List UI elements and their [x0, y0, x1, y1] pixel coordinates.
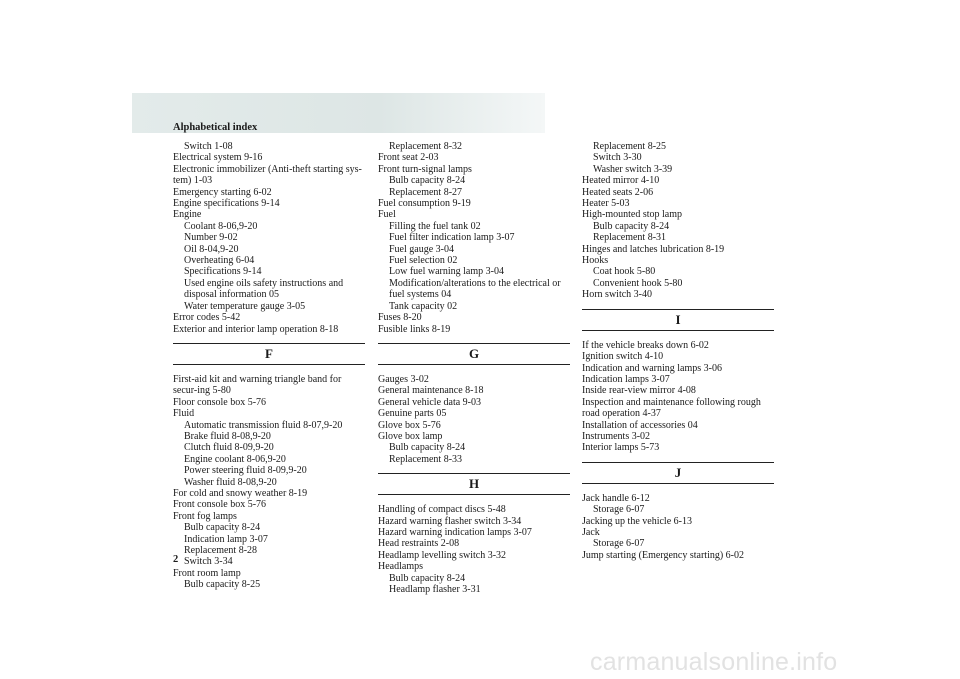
index-entry: Front room lamp: [173, 567, 241, 579]
index-subentry: Convenient hook 5-80: [593, 277, 683, 289]
index-subentry: Washer fluid 8-08,9-20: [184, 476, 277, 488]
index-entry: Electronic immobilizer (Anti-theft starting sys-tem) 1-03: [173, 163, 362, 187]
index-subentry: Bulb capacity 8-24: [593, 220, 670, 232]
index-entry: Ignition switch 4-10: [582, 351, 664, 363]
index-subentry: Storage 6-07: [593, 538, 645, 550]
index-subentry: Headlamp flasher 3-31: [389, 584, 481, 595]
index-entry: Electrical system 9-16: [173, 152, 263, 164]
section-letter: J: [582, 462, 774, 484]
index-entry: Glove box lamp: [378, 430, 443, 442]
index-column-1: [173, 141, 365, 591]
page-title: Alphabetical index: [173, 122, 258, 133]
index-subentry: Fuel gauge 3-04: [389, 243, 454, 255]
index-subentry: Engine coolant 8-06,9-20: [184, 453, 286, 465]
index-column-2: [378, 141, 570, 595]
index-subentry: Coat hook 5-80: [593, 266, 656, 278]
index-entry: Fluid: [173, 408, 195, 420]
index-subentry: Number 9-02: [184, 232, 238, 244]
index-subentry: Switch 1-08: [184, 141, 233, 152]
index-subentry: Replacement 8-28: [184, 545, 258, 556]
index-entry: Gauges 3-02: [378, 373, 429, 385]
index-subentry: Brake fluid 8-08,9-20: [184, 430, 271, 442]
index-entry: Heated mirror 4-10: [582, 175, 660, 187]
index-entry: First-aid kit and warning triangle band for secur-ing 5-80: [173, 373, 342, 397]
index-entry: Hazard warning indication lamps 3-07: [378, 526, 532, 538]
index-entry: Engine: [173, 209, 202, 221]
index-subentry: Fuel filter indication lamp 3-07: [389, 232, 515, 244]
index-entry: Indication and warning lamps 3-06: [582, 362, 722, 374]
index-entry: Jack handle 6-12: [582, 492, 650, 504]
index-subentry: Switch 3-30: [593, 152, 642, 164]
section-letter: G: [378, 343, 570, 365]
index-subentry: Bulb capacity 8-24: [389, 572, 466, 584]
index-entry: Exterior and interior lamp operation 8-18: [173, 323, 339, 335]
page-number: 2: [173, 554, 179, 565]
index-subentry: Bulb capacity 8-24: [389, 175, 466, 187]
section-letter: F: [173, 343, 365, 365]
index-subentry: Replacement 8-33: [389, 453, 463, 465]
index-subentry: Coolant 8-06,9-20: [184, 220, 258, 232]
index-entry: Fuses 8-20: [378, 312, 422, 324]
index-subentry: Tank capacity 02: [389, 300, 458, 312]
index-subentry: Specifications 9-14: [184, 266, 262, 278]
index-subentry: Switch 3-34: [184, 556, 233, 568]
index-entry: Front fog lamps: [173, 510, 237, 522]
index-entry: Jacking up the vehicle 6-13: [582, 515, 692, 527]
index-entry: Heater 5-03: [582, 198, 630, 210]
index-entry: High-mounted stop lamp: [582, 209, 682, 221]
index-entry: Front turn-signal lamps: [378, 163, 472, 175]
index-subentry: Fuel selection 02: [389, 255, 458, 267]
index-subentry: Low fuel warning lamp 3-04: [389, 266, 504, 278]
index-entry: Hinges and latches lubrication 8-19: [582, 243, 725, 255]
index-subentry: Replacement 8-25: [593, 141, 667, 152]
index-subentry: Bulb capacity 8-24: [184, 522, 261, 534]
index-subentry: Power steering fluid 8-09,9-20: [184, 465, 307, 477]
index-subentry: Used engine oils safety instructions and disposal information 05: [184, 277, 344, 301]
index-entry: Inspection and maintenance following rough road operation 4-37: [582, 396, 761, 420]
index-subentry: Clutch fluid 8-09,9-20: [184, 442, 274, 454]
index-entry: Glove box 5-76: [378, 419, 441, 431]
watermark: carmanualsonline.info: [590, 648, 838, 676]
index-entry: Engine specifications 9-14: [173, 198, 280, 210]
index-entry: Headlamps: [378, 561, 423, 573]
index-entry: Installation of accessories 04: [582, 419, 698, 431]
index-entry: Hooks: [582, 255, 609, 267]
index-column-3: [582, 141, 774, 561]
index-entry: If the vehicle breaks down 6-02: [582, 339, 709, 351]
index-entry: Jump starting (Emergency starting) 6-02: [582, 549, 745, 561]
index-entry: Error codes 5-42: [173, 312, 241, 324]
index-subentry: Oil 8-04,9-20: [184, 243, 239, 255]
index-entry: Headlamp levelling switch 3-32: [378, 549, 507, 561]
index-entry: Indication lamps 3-07: [582, 373, 670, 385]
index-subentry: Modification/alterations to the electrical or fuel systems 04: [389, 277, 561, 301]
index-entry: Head restraints 2-08: [378, 538, 460, 550]
index-subentry: Replacement 8-27: [389, 186, 463, 198]
index-entry: Hazard warning flasher switch 3-34: [378, 515, 522, 527]
index-subentry: Indication lamp 3-07: [184, 533, 268, 545]
index-subentry: Water temperature gauge 3-05: [184, 300, 306, 312]
section-letter: I: [582, 309, 774, 331]
index-entry: Jack: [582, 526, 600, 538]
section-letter: H: [378, 473, 570, 495]
index-subentry: Replacement 8-31: [593, 232, 667, 244]
index-subentry: Replacement 8-32: [389, 141, 463, 152]
index-entry: For cold and snowy weather 8-19: [173, 487, 308, 499]
index-subentry: Bulb capacity 8-25: [184, 579, 261, 591]
index-subentry: Washer switch 3-39: [593, 163, 673, 175]
index-entry: Horn switch 3-40: [582, 289, 652, 301]
index-entry: Front seat 2-03: [378, 152, 439, 164]
index-subentry: Overheating 6-04: [184, 255, 255, 267]
index-entry: Instruments 3-02: [582, 430, 651, 442]
index-entry: Emergency starting 6-02: [173, 186, 272, 198]
index-subentry: Filling the fuel tank 02: [389, 220, 481, 232]
index-entry: Fusible links 8-19: [378, 323, 451, 335]
index-entry: Fuel consumption 9-19: [378, 198, 471, 210]
index-entry: Interior lamps 5-73: [582, 442, 660, 454]
index-entry: Handling of compact discs 5-48: [378, 504, 506, 516]
index-subentry: Storage 6-07: [593, 504, 645, 516]
index-entry: Floor console box 5-76: [173, 396, 267, 408]
index-entry: Front console box 5-76: [173, 499, 267, 511]
index-entry: Fuel: [378, 209, 396, 221]
index-entry: Genuine parts 05: [378, 408, 447, 420]
index-entry: General vehicle data 9-03: [378, 396, 482, 408]
index-subentry: Automatic transmission fluid 8-07,9-20: [184, 419, 343, 431]
index-entry: Inside rear-view mirror 4-08: [582, 385, 696, 397]
index-subentry: Bulb capacity 8-24: [389, 442, 466, 454]
index-entry: Heated seats 2-06: [582, 186, 654, 198]
index-entry: General maintenance 8-18: [378, 385, 484, 397]
